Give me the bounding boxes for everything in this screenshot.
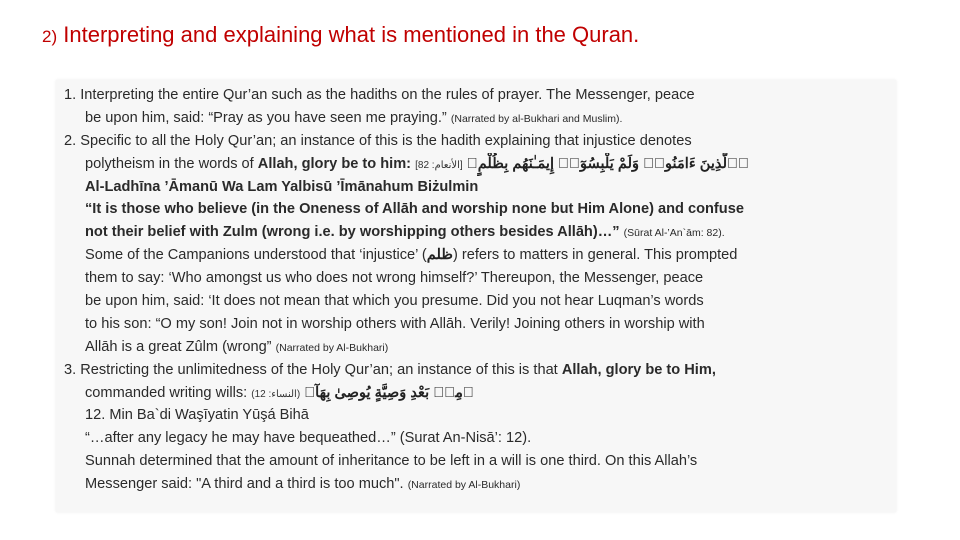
arabic-verse-anam: ﴿ٱلَّذِينَ ءَامَنُوا۟ وَلَمْ يَلْبِسُوٓا۟ إِيمَـٰنَهُم بِظُلْمٍ﴾ bbox=[466, 155, 749, 172]
translation-nisa: “…after any legacy he may have bequeathed…” (Surat An-Nisā’: 12). bbox=[85, 430, 532, 447]
line-12 bbox=[64, 336, 888, 359]
point-3-text: 3. Restricting the unlimitedness of the Holy Qur’an; an instance of this is that bbox=[64, 361, 558, 378]
line-9 bbox=[64, 267, 888, 290]
line-7 bbox=[64, 221, 888, 244]
point-2-text: 2. Specific to all the Holy Qur’an; an instance of this is the hadith explaining that injustice denotes bbox=[64, 132, 692, 149]
line-14 bbox=[64, 382, 888, 405]
title-text: Interpreting and explaining what is mentioned in the Quran. bbox=[63, 22, 640, 47]
line-15 bbox=[64, 404, 888, 427]
arabic-word-zulm: ظلم bbox=[426, 247, 453, 264]
document-text bbox=[56, 80, 896, 496]
companions-text-4: to his son: “O my son! Join not in worship others with Allāh. Verily! Joining others in worship with bbox=[85, 315, 705, 332]
title-number: 2) bbox=[42, 27, 58, 46]
line-18 bbox=[64, 473, 888, 496]
line-10 bbox=[64, 290, 888, 313]
line-11 bbox=[64, 313, 888, 336]
anam-reference: (Sūrat Al-’An`ām: 82). bbox=[623, 227, 725, 240]
companions-text-2: them to say: ‘Who amongst us who does not wrong himself?’ Thereupon, the Messenger, peace bbox=[85, 270, 704, 287]
sunnah-text: Sunnah determined that the amount of inheritance to be left in a will is one third. On this Allah’s bbox=[85, 453, 698, 470]
translation-anam-1: “It is those who believe (in the Oneness of Allāh and worship none but Him Alone) and confuse bbox=[85, 201, 744, 218]
companions-text-3: be upon him, said: ‘It does not mean that which you presume. Did you not hear Luqman’s words bbox=[85, 293, 704, 310]
point-1-text: 1. Interpreting the entire Qur’an such as the hadiths on the rules of prayer. The Messenger, peace bbox=[64, 87, 695, 103]
line-3 bbox=[64, 130, 888, 153]
line-13 bbox=[64, 359, 888, 382]
slide-title bbox=[42, 22, 639, 48]
point-1-reference: (Narrated by al-Bukhari and Muslim). bbox=[450, 112, 623, 125]
translation-anam-2: not their belief with Zulm (wrong i.e. by worshipping others besides Allāh)…” bbox=[85, 224, 620, 241]
companions-text-5: Allāh is a great Zûlm (wrong” bbox=[85, 338, 272, 355]
line-2 bbox=[64, 107, 888, 130]
point-1-quote: be upon him, said: “Pray as you have seen me praying.” bbox=[85, 109, 447, 126]
arabic-verse-nisa: ﴿مِنۢ بَعْدِ وَصِيَّةٍ يُوصِىٰ بِهَآ﴾ bbox=[304, 384, 474, 401]
messenger-quote: Messenger said: "A third and a third is too much". bbox=[85, 476, 404, 493]
bukhari-reference-2: (Narrated by Al-Bukhari) bbox=[407, 479, 521, 492]
line-6 bbox=[64, 198, 888, 221]
arabic-reference-nisa: (النساء: 12) bbox=[251, 388, 301, 400]
point-2-intro: polytheism in the words of bbox=[85, 155, 254, 172]
transliteration-anam: Al-Ladhīna ’Āmanū Wa Lam Yalbisū ’Īmānahum Biżulmin bbox=[85, 178, 479, 195]
point-2-bold: Allah, glory be to him: bbox=[257, 155, 412, 172]
point-3-wills: commanded writing wills: bbox=[85, 384, 248, 401]
transliteration-nisa: 12. Min Ba`di Waşīyatin Yūşá Bihā bbox=[85, 407, 309, 424]
companions-text-a: Some of the Campanions understood that ‘injustice’ ( bbox=[85, 247, 427, 264]
line-17 bbox=[64, 450, 888, 473]
line-4 bbox=[64, 153, 888, 176]
line-1 bbox=[64, 84, 888, 107]
line-8 bbox=[64, 244, 888, 267]
document-image bbox=[56, 80, 896, 512]
bukhari-reference-1: (Narrated by Al-Bukhari) bbox=[275, 341, 389, 354]
arabic-reference-anam: [الأنعام: 82] bbox=[415, 159, 463, 171]
point-3-bold: Allah, glory be to Him, bbox=[561, 361, 716, 378]
line-5 bbox=[64, 176, 888, 199]
line-16 bbox=[64, 427, 888, 450]
companions-text-b: ) refers to matters in general. This prompted bbox=[452, 247, 738, 264]
